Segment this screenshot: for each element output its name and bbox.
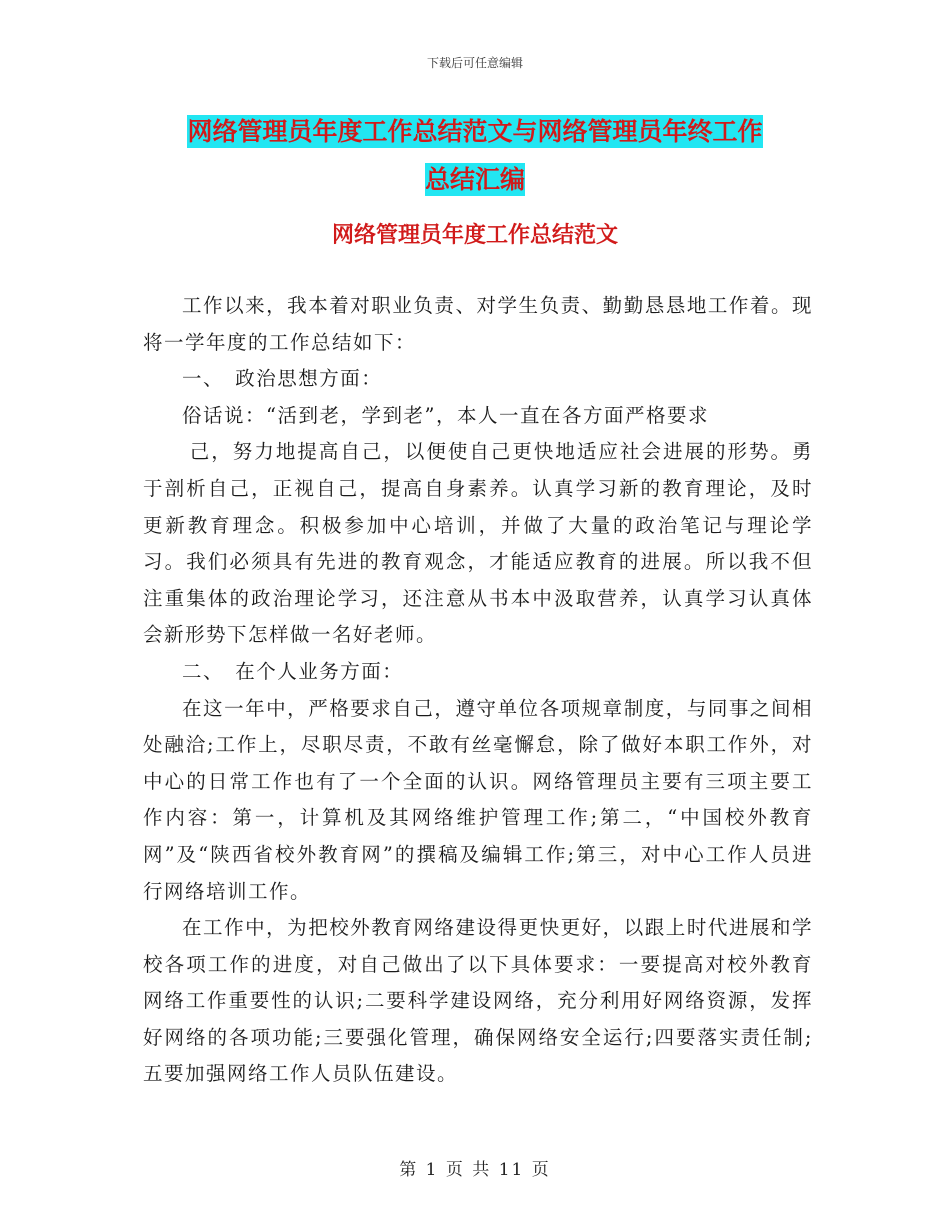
paragraph-political-text: 己，努力地提高自己，以便使自己更快地适应社会进展的形势。勇于剖析自己，正视自己，提高自身素养。认真学习新的教育理论，及时更新教育理念。积极参加中心培训，并做了大量的政治笔记与理论学习。我们必须具有先进的教育观念，才能适应教育的进展。所以我不但注重集体的政治理论学习，还注意从书本中汲取营养，认真学习认真体会新形势下怎样做一名好老师。 [143,440,813,647]
paragraph-intro: 工作以来，我本着对职业负责、对学生负责、勤勤恳恳地工作着。现将一学年度的工作总结如下： [143,294,813,354]
heading-business: 二、 在个人业务方面： [182,659,404,683]
paragraph-requirements: 在工作中，为把校外教育网络建设得更快更好，以跟上时代进展和学校各项工作的进度，对自己做出了以下具体要求：一要提高对校外教育网络工作重要性的认识;二要科学建设网络，充分利用好网络资源，发挥好网络的各项功能;三要强化管理，确保网络安全运行;四要落实责任制;五要加强网络工作人员队伍建设。 [143,916,813,1086]
paragraph-political [143,434,813,654]
paragraph-business: 在这一年中，严格要求自己，遵守单位各项规章制度，与同事之间相处融洽;工作上，尽职尽责，不敢有丝毫懈怠，除了做好本职工作外，对中心的日常工作也有了一个全面的认识。网络管理员主要有三项主要工作内容：第一，计算机及其网络维护管理工作;第二，“中国校外教育网”及“陕西省校外教育网”的撰稿及编辑工作;第三，对中心工作人员进行网络培训工作。 [143,696,813,903]
title-line-2: 总结汇编 [424,165,525,194]
section-title: 网络管理员年度工作总结范文 [331,223,618,248]
page-number: 第 1 页 共 11 页 [399,1160,551,1180]
paragraph-quote: 俗话说：“活到老，学到老”，本人一直在各方面严格要求 [182,403,709,427]
document-title [0,108,950,204]
header-note: 下载后可任意编辑 [426,56,523,70]
title-line-1: 网络管理员年度工作总结范文与网络管理员年终工作 [187,117,763,146]
document-body [143,288,813,1093]
heading-political: 一、 政治思想方面： [182,367,383,391]
